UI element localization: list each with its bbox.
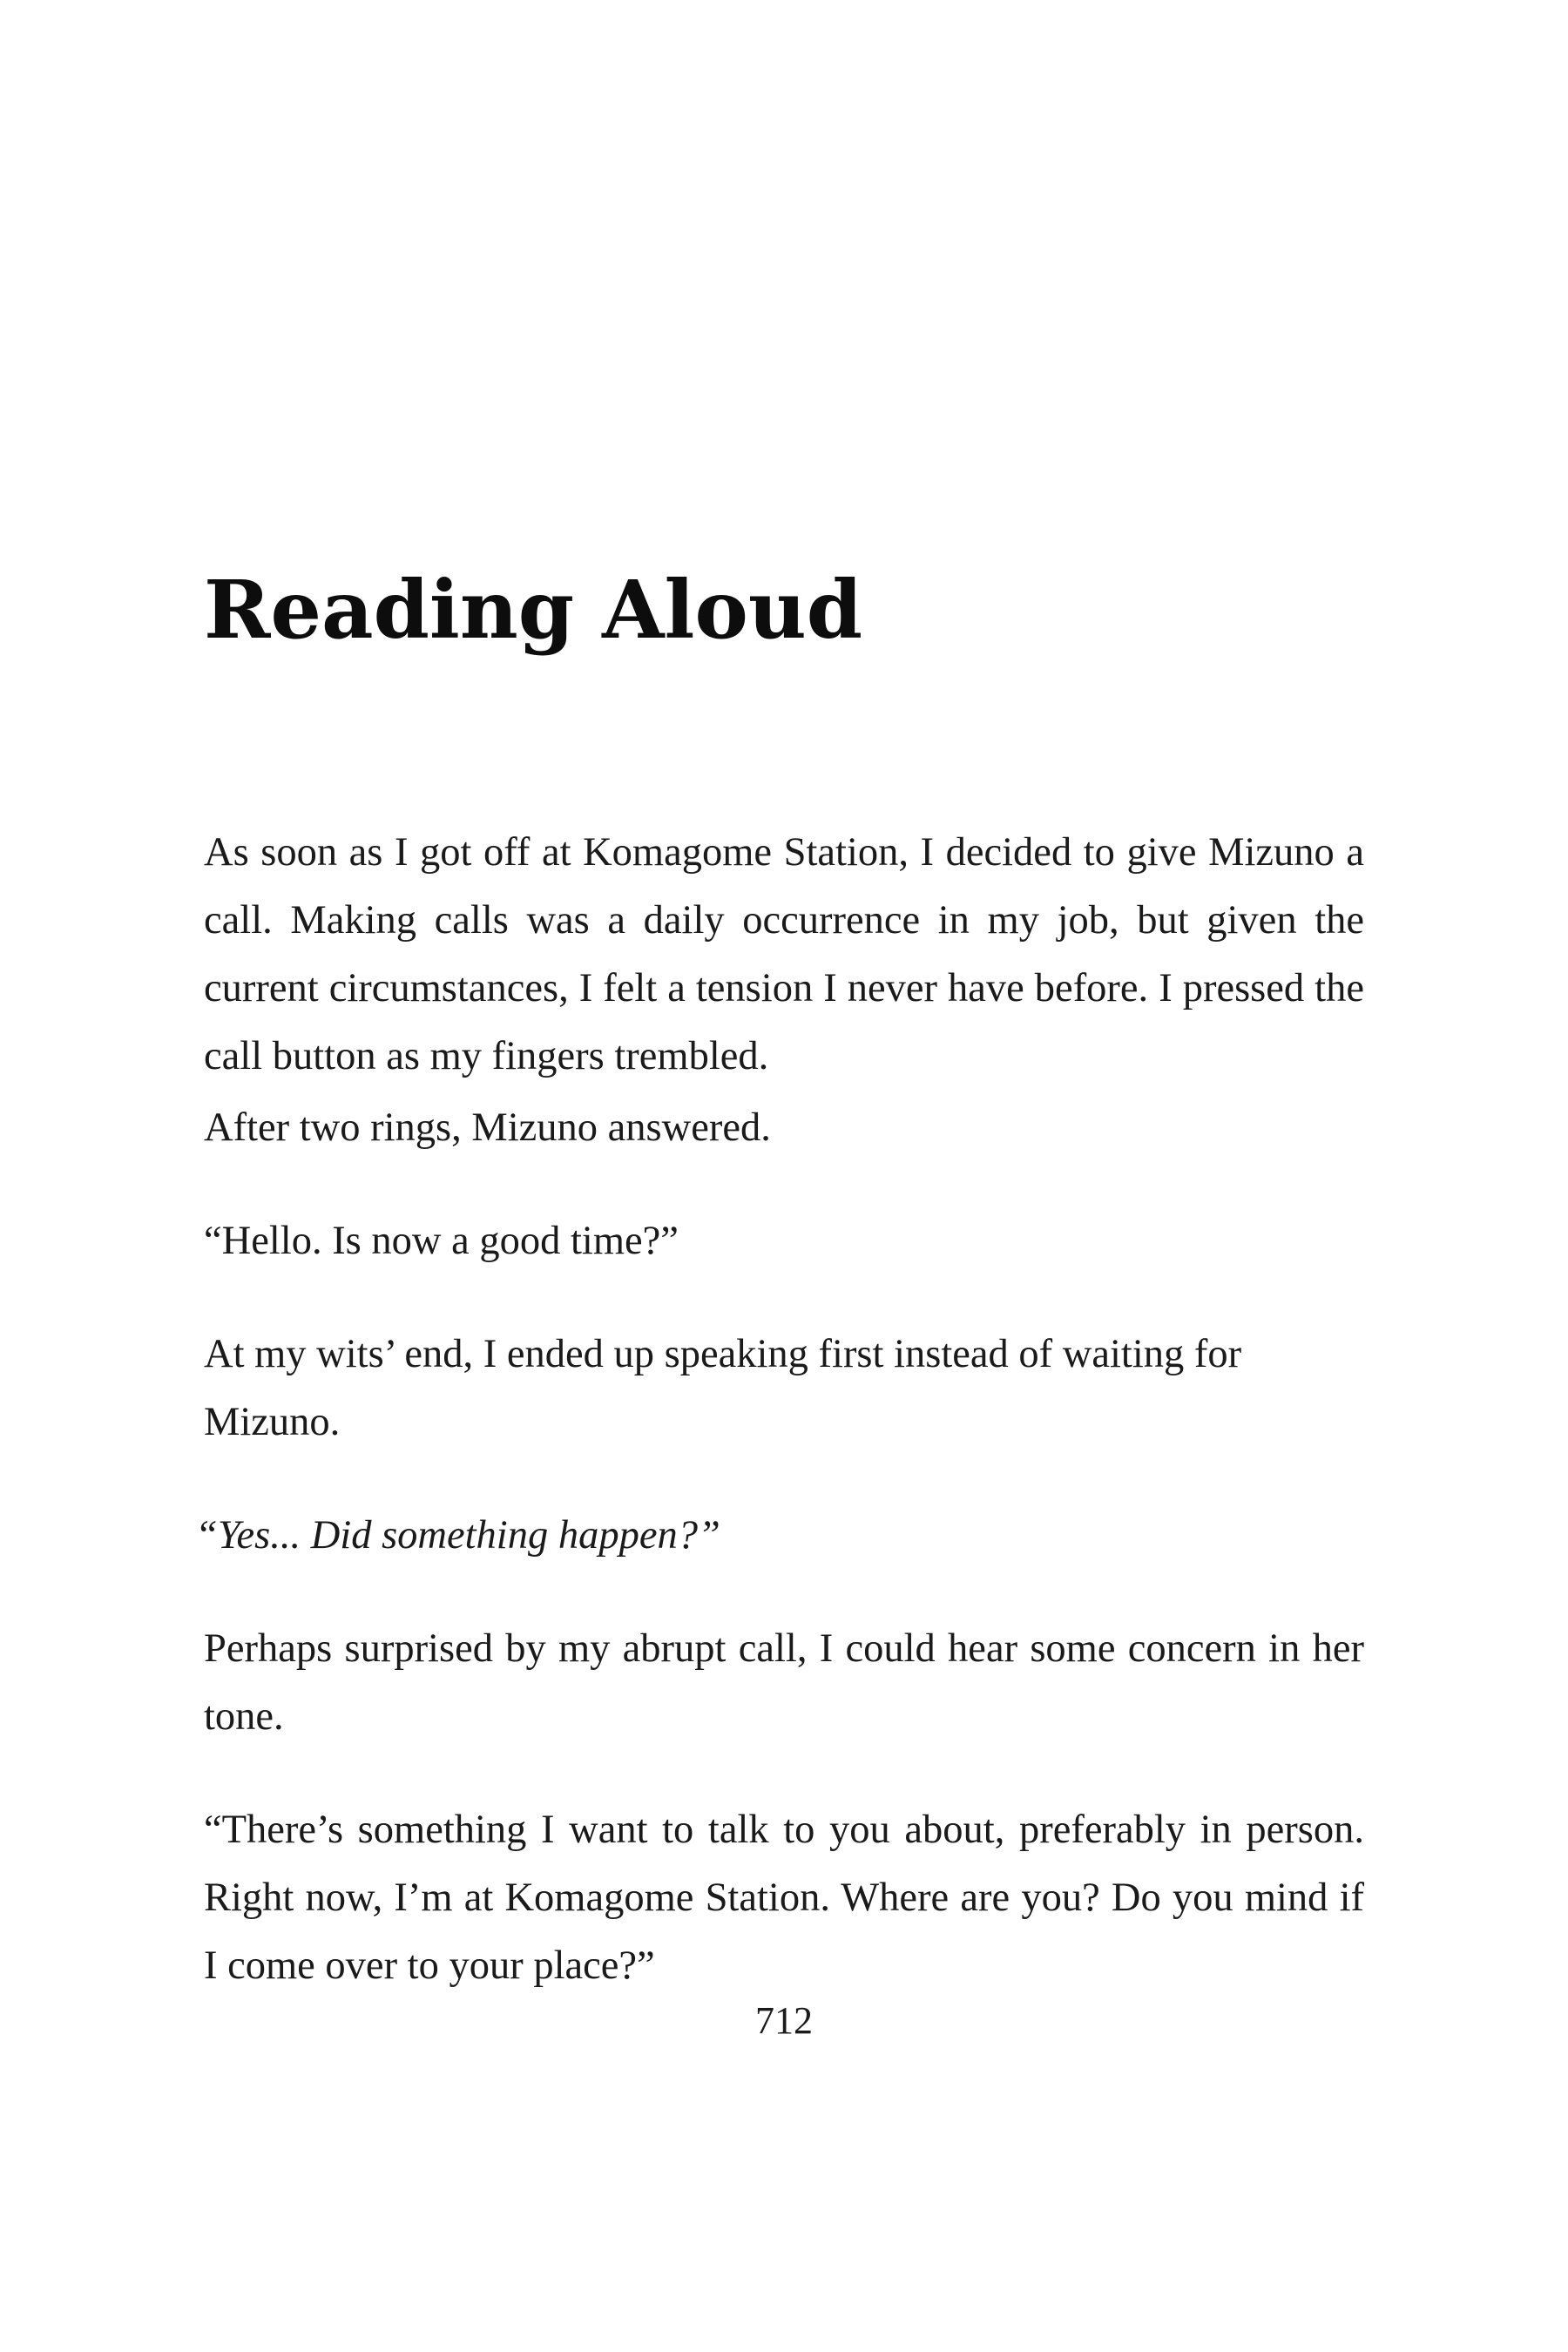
chapter-title: Reading Aloud [204, 563, 863, 657]
dialogue-line: “There’s something I want to talk to you about, preferably in person. Right now, I’m at Komagome Station. Where are you? Do you mind if I come over to your place?” [204, 1808, 1364, 1988]
paragraph: As soon as I got off at Komagome Station, I decided to give Mizuno a call. Making calls was a daily occurrence in my job, but given the current circumstances, I felt a tension I never have before. I pressed the call button as my fingers trembled. [204, 830, 1364, 1078]
page-number: 712 [755, 1999, 813, 2042]
paragraph: After two rings, Mizuno answered. [204, 1105, 771, 1150]
paragraph: At my wits’ end, I ended up speaking first instead of waiting for Mizuno. [204, 1332, 1242, 1444]
body-text [195, 819, 1364, 2000]
dialogue-line: “Hello. Is now a good time?” [204, 1219, 679, 1263]
paragraph: Perhaps surprised by my abrupt call, I could hear some concern in her tone. [204, 1626, 1364, 1739]
dialogue-line-italic: “Yes... Did something happen?” [195, 1513, 720, 1558]
